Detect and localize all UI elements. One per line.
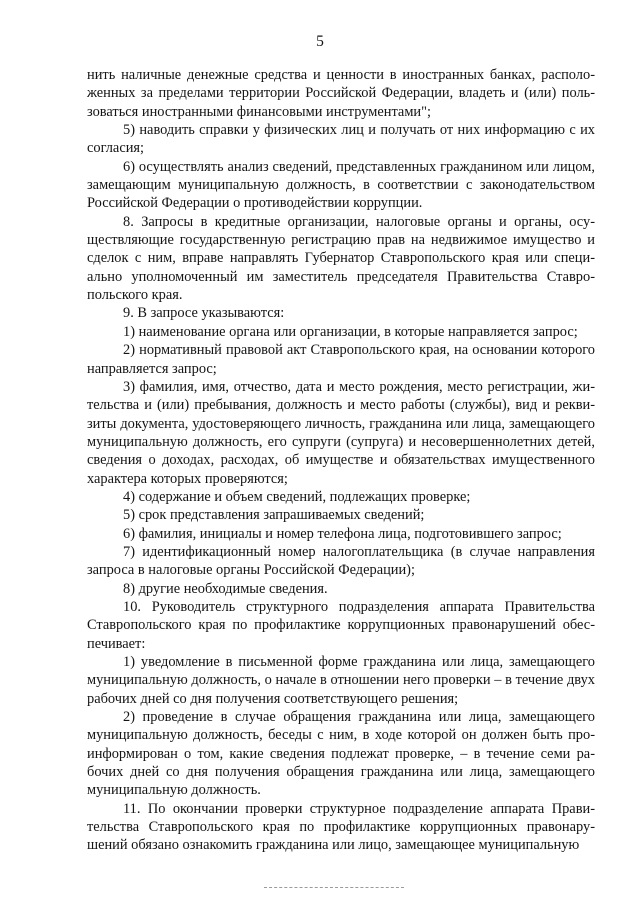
paragraph: 7) идентификационный номер налогоплательщика (в случае направления запроса в налоговые органы Российской Федерации); (87, 543, 595, 579)
paragraph: 2) проведение в случае обращения гражданина или лица, замещающего муниципальную должность, беседы с ним, в ходе которой он должен быть проинформирован о том, какие сведения подлежат проверке, – в течение семи рабочих дней со дня получения обращения гражданина или лица, замещающего муниципальную должность. (87, 709, 595, 799)
paragraph: 11. По окончании проверки структурное подразделение аппарата Правительства Ставропольского края по профилактике коррупционных правонарушений обязано ознакомить гражданина или лицо, замещающее муниципальную (87, 800, 595, 854)
paragraph: нить наличные денежные средства и ценности в иностранных банках, расположенных за пределами территории Российской Федерации, владеть и (или) пользоваться иностранными финансовыми инструментами"; (87, 67, 595, 120)
paragraph: 8) другие необходимые сведения. (123, 580, 328, 597)
paragraph: 6) фамилия, инициалы и номер телефона лица, подготовившего запрос; (123, 525, 562, 542)
paragraph: 9. В запросе указываются: (123, 305, 285, 322)
paragraph: 3) фамилия, имя, отчество, дата и место рождения, место регистрации, жительства и (или) пребывания, должность и место работы (службы), вид и реквизиты документа, удостоверяющего личность, гражданина или лица, замещающего муниципальную должность, его супруги (супруга) и несовершеннолетних детей, сведения о доходах, расходах, об имуществе и обязательствах имущественного характера которых проверяются; (87, 378, 595, 487)
paragraph: 1) уведомление в письменной форме гражданина или лица, замещающего муниципальную должность, о начале в отношении него проверки – в течение двух рабочих дней со дня получения соответствующего решения; (87, 654, 595, 707)
paragraph: 6) осуществлять анализ сведений, представленных гражданином или лицом, замещающим муниципальную должность, в соответствии с законодательством Российской Федерации о противодействии коррупции. (87, 158, 595, 212)
paragraph: 4) содержание и объем сведений, подлежащих проверке; (123, 488, 471, 505)
paragraph: 2) нормативный правовой акт Ставропольского края, на основании которого направляется запрос; (87, 342, 595, 377)
paragraph: 10. Руководитель структурного подразделения аппарата Правительства Ставропольского края по профилактике коррупционных правонарушений обеспечивает: (87, 598, 595, 652)
paragraph: 5) срок представления запрашиваемых сведений; (123, 507, 425, 524)
paragraph: 8. Запросы в кредитные организации, налоговые органы и органы, осуществляющие государственную регистрацию прав на недвижимое имущество и сделок с ним, вправе направлять Губернатор Ставропольского края или специально уполномоченный им заместитель председателя Правительства Ставропольского края. (87, 213, 595, 304)
paragraph: 5) наводить справки у физических лиц и получать от них информацию с их согласия; (87, 122, 595, 157)
footer-rule (264, 887, 404, 888)
page-number: 5 (316, 33, 324, 50)
paragraph: 1) наименование органа или организации, в которые направляется запрос; (123, 323, 578, 340)
document-body (87, 66, 595, 855)
